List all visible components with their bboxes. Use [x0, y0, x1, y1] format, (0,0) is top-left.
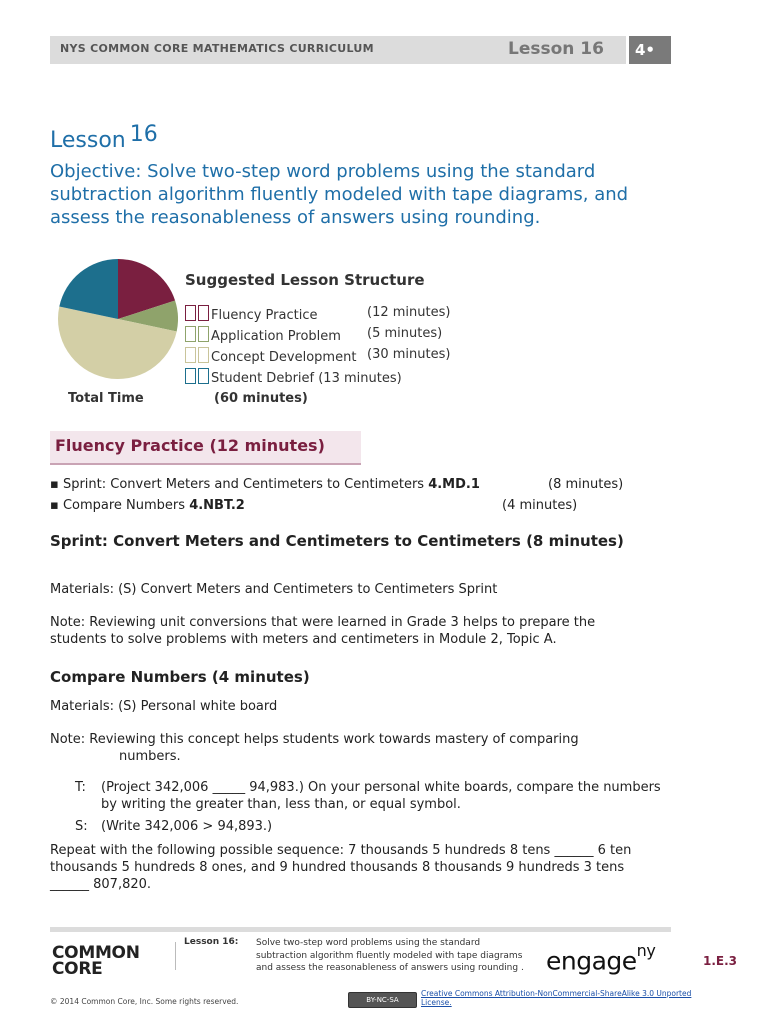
structure-row-label: Concept Development: [211, 350, 357, 365]
checkbox-icon: [198, 368, 209, 384]
logo-line1: COMMON: [52, 943, 140, 963]
compare-note-line2: numbers.: [119, 749, 181, 764]
checkbox-icon: [198, 347, 209, 363]
logo-line2: CORE: [52, 959, 103, 979]
structure-row-label: Fluency Practice: [211, 308, 318, 323]
bullet-standard: 4.MD.1: [428, 477, 480, 492]
bullet-text: Compare Numbers: [62, 498, 190, 513]
checkbox-icon: [185, 368, 196, 384]
checkbox-icon: [185, 305, 196, 321]
cc-badge-text: BY-NC-SA: [366, 996, 399, 1004]
lesson-time-pie-chart: [58, 257, 178, 381]
structure-row-label: Application Problem: [211, 329, 341, 344]
structure-title: Suggested Lesson Structure: [185, 271, 425, 289]
structure-row-concept: [185, 347, 451, 365]
lesson-objective: Objective: Solve two-step word problems using the standard subtraction algorithm fluently modeled with tape diagrams, and assess the reasonableness of answers using rounding.: [50, 161, 629, 228]
student-text: (Write 342,006 > 94,893.): [101, 819, 273, 834]
lesson-number: 16: [129, 122, 158, 147]
fluency-bullet-sprint: [50, 477, 624, 492]
lesson-word: Lesson: [50, 128, 126, 153]
bullet-icon: ▪: [50, 498, 63, 513]
fluency-bullet-compare: [50, 498, 578, 513]
student-label: S:: [75, 819, 88, 834]
curriculum-title: NYS COMMON CORE MATHEMATICS CURRICULUM: [60, 42, 374, 55]
sprint-note: Note: Reviewing unit conversions that were learned in Grade 3 helps to prepare the students to solve problems with meters and centimeters in Module 2, Topic A.: [50, 615, 596, 647]
cc-license-badge: [348, 992, 417, 1008]
structure-row-application: [185, 326, 443, 344]
student-line: [75, 818, 665, 835]
compare-note-line1: Note: Reviewing this concept helps students work towards mastery of comparing: [50, 732, 579, 747]
grade-badge: 4•: [626, 36, 671, 64]
structure-row-minutes: (30 minutes): [367, 347, 451, 362]
lesson-title: [50, 122, 158, 153]
structure-row-minutes: (12 minutes): [367, 305, 451, 320]
bullet-icon: ▪: [50, 477, 63, 492]
teacher-label: T:: [75, 780, 86, 795]
bullet-text: Sprint: Convert Meters and Centimeters to Centimeters: [62, 477, 429, 492]
structure-row-minutes: (5 minutes): [367, 326, 443, 341]
structure-row-debrief: [185, 368, 402, 386]
total-time-label: Total Time: [68, 391, 144, 406]
structure-row-label: Student Debrief (13 minutes): [211, 371, 402, 386]
sprint-heading: Sprint: Convert Meters and Centimeters to Centimeters (8 minutes): [50, 532, 624, 550]
teacher-text: (Project 342,006 _____ 94,983.) On your personal white boards, compare the numbers by writing the greater than, less than, or equal symbol.: [101, 780, 661, 812]
checkbox-icon: [198, 326, 209, 342]
bullet-standard: 4.NBT.2: [189, 498, 245, 513]
checkbox-icon: [198, 305, 209, 321]
sprint-materials: Materials: (S) Convert Meters and Centimeters to Centimeters Sprint: [50, 582, 498, 597]
total-time-value: (60 minutes): [214, 391, 308, 406]
license-link[interactable]: Creative Commons Attribution-NonCommercial-ShareAlike 3.0 Unported License.: [421, 989, 692, 1007]
teacher-line: [75, 779, 665, 813]
footer-divider: [50, 927, 671, 932]
copyright-text: © 2014 Common Core, Inc. Some rights reserved.: [50, 997, 239, 1006]
checkbox-icon: [185, 326, 196, 342]
engage-sup: ny: [636, 941, 656, 960]
footer-lesson-label: Lesson 16:: [184, 937, 239, 947]
structure-row-fluency: [185, 305, 451, 323]
engage-text: engage: [546, 946, 637, 976]
compare-heading: Compare Numbers (4 minutes): [50, 668, 310, 686]
fluency-practice-banner: [50, 431, 361, 465]
checkbox-icon: [185, 347, 196, 363]
bullet-minutes: (8 minutes): [548, 477, 624, 492]
compare-materials: Materials: (S) Personal white board: [50, 699, 278, 714]
footer-vertical-divider: [175, 942, 176, 970]
fluency-banner-text: Fluency Practice (12 minutes): [55, 436, 325, 455]
engageny-logo: [546, 941, 656, 976]
bullet-minutes: (4 minutes): [502, 498, 578, 513]
header-lesson: Lesson 16: [508, 39, 604, 59]
page-id: 1.E.3: [703, 954, 738, 968]
common-core-logo: [52, 945, 140, 977]
footer-objective: Solve two-step word problems using the standard subtraction algorithm fluently modeled with tape diagrams and assess the reasonableness of answers using rounding .: [256, 938, 524, 973]
compare-sequence: Repeat with the following possible sequence: 7 thousands 5 hundreds 8 tens ______ 6 ten thousands 5 hundreds 8 ones, and 9 hundred thousands 8 thousands 9 hundreds 3 tens ______ 807,820.: [50, 843, 632, 892]
